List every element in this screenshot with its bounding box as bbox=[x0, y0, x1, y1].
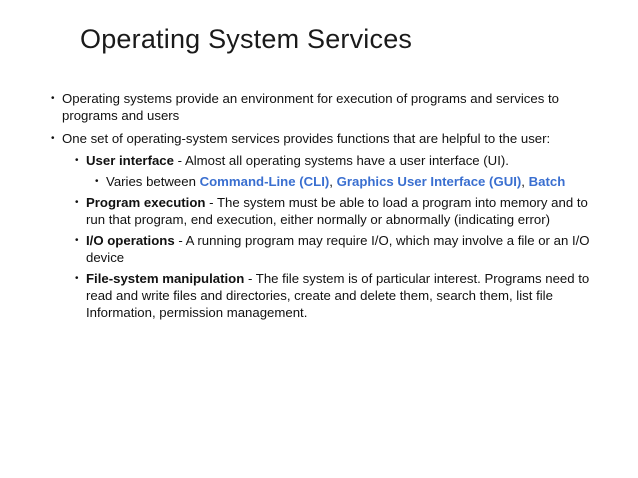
sub-sub-bullet-ui-varies bbox=[48, 173, 608, 190]
slide-body bbox=[48, 90, 608, 325]
ui-varies-sep: , bbox=[521, 174, 529, 189]
ui-type-cli: Command-Line (CLI) bbox=[199, 174, 330, 189]
bullet-icon: • bbox=[75, 235, 79, 246]
sub-bullet-program-execution bbox=[48, 194, 608, 228]
bullet-icon: • bbox=[95, 176, 99, 187]
slide-title: Operating System Services bbox=[80, 24, 413, 54]
bullet-item bbox=[48, 130, 608, 147]
desc-io-operations: - A running program may require I/O, which may involve a file or an I/O device bbox=[86, 233, 590, 265]
bullet-icon: • bbox=[75, 273, 79, 284]
desc-user-interface: - Almost all operating systems have a user interface (UI). bbox=[173, 153, 509, 168]
sub-bullet-file-system bbox=[48, 270, 608, 321]
bullet-icon: • bbox=[51, 93, 55, 104]
desc-file-system: - The file system is of particular interest. Programs need to read and write files and directories, create and delete them, search them, list file Information, permission management. bbox=[86, 271, 590, 320]
ui-type-batch: Batch bbox=[528, 174, 566, 189]
term-file-system: File-system manipulation bbox=[86, 271, 245, 286]
bullet-text: Operating systems provide an environment for execution of programs and services to programs and users bbox=[62, 91, 559, 123]
sub-bullet-user-interface bbox=[48, 152, 608, 169]
term-user-interface: User interface bbox=[86, 153, 174, 168]
bullet-icon: • bbox=[75, 197, 79, 208]
bullet-icon: • bbox=[51, 133, 55, 144]
bullet-item bbox=[48, 90, 608, 124]
term-program-execution: Program execution bbox=[86, 195, 206, 210]
term-io-operations: I/O operations bbox=[86, 233, 175, 248]
desc-program-execution: - The system must be able to load a program into memory and to run that program, end execution, either normally or abnormally (indicating error) bbox=[86, 195, 588, 227]
ui-varies-prefix: Varies between bbox=[106, 174, 200, 189]
bullet-text: One set of operating-system services provides functions that are helpful to the user: bbox=[62, 131, 551, 146]
ui-type-gui: Graphics User Interface (GUI) bbox=[336, 174, 522, 189]
sub-bullet-io-operations bbox=[48, 232, 608, 266]
ui-varies-sep: , bbox=[329, 174, 337, 189]
bullet-icon: • bbox=[75, 155, 79, 166]
